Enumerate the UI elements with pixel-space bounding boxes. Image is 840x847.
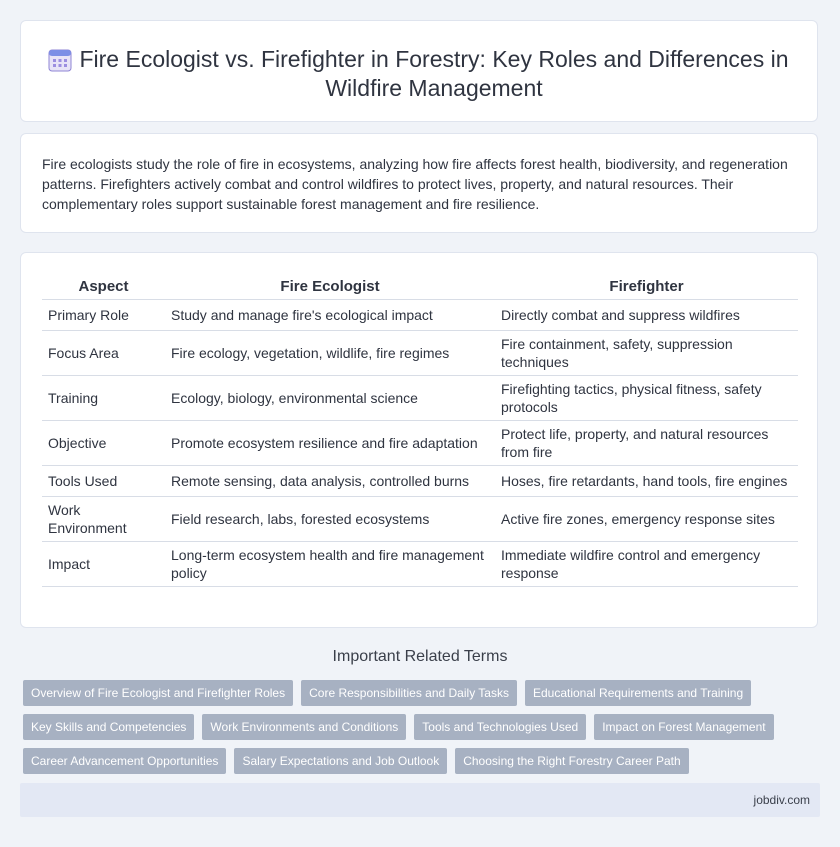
cell-firefighter: Firefighting tactics, physical fitness, safety protocols	[495, 376, 798, 421]
related-terms-tags	[23, 680, 803, 782]
cell-fire-ecologist: Ecology, biology, environmental science	[165, 376, 495, 421]
cell-aspect: Primary Role	[42, 300, 165, 331]
related-term-tag[interactable]: Career Advancement Opportunities	[23, 748, 226, 774]
table-row	[42, 300, 798, 331]
cell-aspect: Work Environment	[42, 497, 165, 542]
cell-firefighter: Directly combat and suppress wildfires	[495, 300, 798, 331]
header-fire-ecologist: Fire Ecologist	[165, 273, 495, 300]
related-term-tag[interactable]: Educational Requirements and Training	[525, 680, 751, 706]
table-row	[42, 376, 798, 421]
table-row	[42, 331, 798, 376]
cell-aspect: Focus Area	[42, 331, 165, 376]
title-row	[21, 45, 817, 103]
related-term-tag[interactable]: Choosing the Right Forestry Career Path	[455, 748, 688, 774]
header-card	[20, 20, 818, 122]
cell-firefighter: Hoses, fire retardants, hand tools, fire engines	[495, 466, 798, 497]
related-term-tag[interactable]: Tools and Technologies Used	[414, 714, 586, 740]
cell-fire-ecologist: Promote ecosystem resilience and fire adaptation	[165, 421, 495, 466]
cell-aspect: Impact	[42, 542, 165, 587]
related-terms-title: Important Related Terms	[332, 648, 508, 665]
table-row	[42, 542, 798, 587]
cell-fire-ecologist: Study and manage fire's ecological impact	[165, 300, 495, 331]
table-header-row	[42, 273, 798, 300]
calendar-icon	[47, 47, 73, 73]
comparison-table	[42, 273, 798, 587]
cell-aspect: Objective	[42, 421, 165, 466]
cell-firefighter: Protect life, property, and natural resources from fire	[495, 421, 798, 466]
intro-card	[20, 133, 818, 233]
related-term-tag[interactable]: Work Environments and Conditions	[202, 714, 406, 740]
cell-firefighter: Immediate wildfire control and emergency response	[495, 542, 798, 587]
footer	[20, 783, 820, 817]
table-row	[42, 497, 798, 542]
related-term-tag[interactable]: Key Skills and Competencies	[23, 714, 194, 740]
table-row	[42, 421, 798, 466]
cell-fire-ecologist: Field research, labs, forested ecosystems	[165, 497, 495, 542]
cell-firefighter: Active fire zones, emergency response sites	[495, 497, 798, 542]
cell-fire-ecologist: Remote sensing, data analysis, controlled burns	[165, 466, 495, 497]
header-aspect: Aspect	[42, 273, 165, 300]
cell-firefighter: Fire containment, safety, suppression techniques	[495, 331, 798, 376]
comparison-card	[20, 252, 818, 628]
related-term-tag[interactable]: Impact on Forest Management	[594, 714, 773, 740]
related-term-tag[interactable]: Overview of Fire Ecologist and Firefighter Roles	[23, 680, 293, 706]
cell-aspect: Tools Used	[42, 466, 165, 497]
related-term-tag[interactable]: Salary Expectations and Job Outlook	[234, 748, 447, 774]
footer-site-link[interactable]: jobdiv.com	[753, 793, 810, 807]
related-term-tag[interactable]: Core Responsibilities and Daily Tasks	[301, 680, 517, 706]
cell-fire-ecologist: Fire ecology, vegetation, wildlife, fire regimes	[165, 331, 495, 376]
cell-fire-ecologist: Long-term ecosystem health and fire management policy	[165, 542, 495, 587]
intro-paragraph: Fire ecologists study the role of fire in ecosystems, analyzing how fire affects forest health, biodiversity, and regeneration patterns. Firefighters actively combat and control wildfires to protect lives, property, and natural resources. Their complementary roles support sustainable forest management and fire resilience.	[42, 156, 788, 212]
cell-aspect: Training	[42, 376, 165, 421]
header-firefighter: Firefighter	[495, 273, 798, 300]
page-title: Fire Ecologist vs. Firefighter in Forestry: Key Roles and Differences in Wildfire Management	[79, 46, 789, 101]
table-row	[42, 466, 798, 497]
